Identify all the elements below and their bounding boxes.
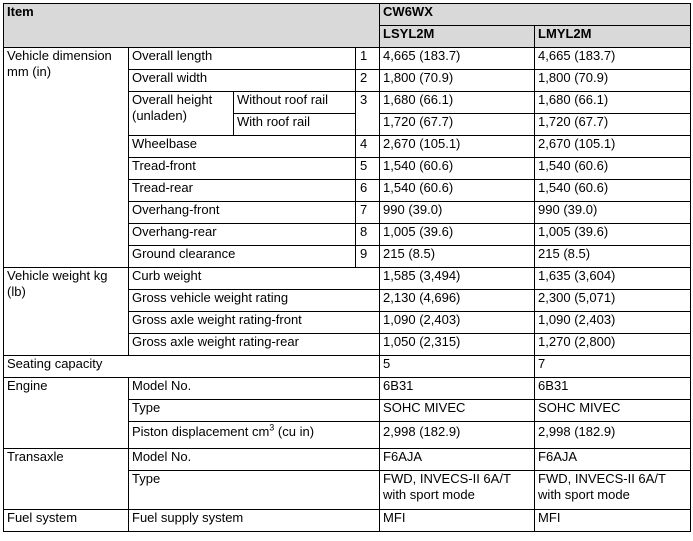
value-b: 2,300 (5,071): [535, 290, 691, 312]
value-b: 215 (8.5): [535, 246, 691, 268]
ref-number: 5: [356, 158, 380, 180]
label-without-roof-rail: Without roof rail: [234, 92, 356, 114]
value-b: FWD, INVECS-II 6A/T with sport mode: [535, 471, 691, 510]
ref-number: 3: [356, 92, 380, 136]
value-b: 2,998 (182.9): [535, 422, 691, 449]
label-with-roof-rail: With roof rail: [234, 114, 356, 136]
value-b: 6B31: [535, 378, 691, 400]
value-b: 4,665 (183.7): [535, 48, 691, 70]
label-transaxle-type: Type: [129, 471, 380, 510]
value-b: MFI: [535, 510, 691, 532]
value-a: MFI: [380, 510, 535, 532]
value-a: 2,998 (182.9): [380, 422, 535, 449]
table-row: [4, 48, 691, 70]
value-b: 1,800 (70.9): [535, 70, 691, 92]
label-tread-front: Tread-front: [129, 158, 356, 180]
group-fuel-system: Fuel system: [4, 510, 129, 532]
ref-number: 1: [356, 48, 380, 70]
header-model-code: CW6WX: [380, 4, 691, 26]
label-tread-rear: Tread-rear: [129, 180, 356, 202]
group-transaxle: Transaxle: [4, 449, 129, 510]
label-overhang-rear: Overhang-rear: [129, 224, 356, 246]
ref-number: 8: [356, 224, 380, 246]
group-engine: Engine: [4, 378, 129, 449]
value-b: 2,670 (105.1): [535, 136, 691, 158]
value-b: 1,270 (2,800): [535, 334, 691, 356]
value-b: F6AJA: [535, 449, 691, 471]
value-b: 1,720 (67.7): [535, 114, 691, 136]
value-a: 1,005 (39.6): [380, 224, 535, 246]
label-engine-model-no: Model No.: [129, 378, 380, 400]
table-row: [4, 268, 691, 290]
label-curb-weight: Curb weight: [129, 268, 380, 290]
header-row-1: [4, 4, 691, 26]
value-a: 6B31: [380, 378, 535, 400]
table-row: [4, 449, 691, 471]
label-overhang-front: Overhang-front: [129, 202, 356, 224]
value-a: 1,800 (70.9): [380, 70, 535, 92]
value-b: SOHC MIVEC: [535, 400, 691, 422]
ref-number: 6: [356, 180, 380, 202]
label-seating-capacity: Seating capacity: [4, 356, 380, 378]
value-b: 1,090 (2,403): [535, 312, 691, 334]
label-overall-height: Overall height (unladen): [129, 92, 234, 136]
ref-number: 7: [356, 202, 380, 224]
label-gawr-front: Gross axle weight rating-front: [129, 312, 380, 334]
piston-displacement-unit: (cu in): [274, 424, 315, 439]
label-piston-displacement: [129, 422, 380, 449]
value-a: 1,720 (67.7): [380, 114, 535, 136]
table-row: [4, 378, 691, 400]
label-wheelbase: Wheelbase: [129, 136, 356, 158]
piston-displacement-superscript: 3: [269, 422, 275, 433]
value-a: 1,585 (3,494): [380, 268, 535, 290]
label-transaxle-model-no: Model No.: [129, 449, 380, 471]
value-a: SOHC MIVEC: [380, 400, 535, 422]
header-item: Item: [4, 4, 380, 48]
value-a: F6AJA: [380, 449, 535, 471]
value-a: 1,680 (66.1): [380, 92, 535, 114]
piston-displacement-text: Piston displacement cm: [132, 424, 270, 439]
value-a: 5: [380, 356, 535, 378]
ref-number: 9: [356, 246, 380, 268]
value-a: 1,090 (2,403): [380, 312, 535, 334]
value-a: 2,670 (105.1): [380, 136, 535, 158]
ref-number: 4: [356, 136, 380, 158]
specifications-table: [3, 3, 691, 532]
value-b: 1,635 (3,604): [535, 268, 691, 290]
header-col-b: LMYL2M: [535, 26, 691, 48]
value-a: 215 (8.5): [380, 246, 535, 268]
value-b: 1,005 (39.6): [535, 224, 691, 246]
table-row: [4, 510, 691, 532]
ref-number: 2: [356, 70, 380, 92]
value-b: 990 (39.0): [535, 202, 691, 224]
label-fuel-supply-system: Fuel supply system: [129, 510, 380, 532]
value-b: 7: [535, 356, 691, 378]
label-overall-width: Overall width: [129, 70, 356, 92]
group-vehicle-weight: Vehicle weight kg (lb): [4, 268, 129, 356]
value-a: 1,050 (2,315): [380, 334, 535, 356]
label-gawr-rear: Gross axle weight rating-rear: [129, 334, 380, 356]
label-gvwr: Gross vehicle weight rating: [129, 290, 380, 312]
label-engine-type: Type: [129, 400, 380, 422]
value-a: 1,540 (60.6): [380, 180, 535, 202]
value-b: 1,540 (60.6): [535, 158, 691, 180]
value-a: FWD, INVECS-II 6A/T with sport mode: [380, 471, 535, 510]
group-vehicle-dimension: Vehicle dimension mm (in): [4, 48, 129, 268]
value-a: 1,540 (60.6): [380, 158, 535, 180]
label-overall-length: Overall length: [129, 48, 356, 70]
table-row: [4, 356, 691, 378]
header-col-a: LSYL2M: [380, 26, 535, 48]
label-ground-clearance: Ground clearance: [129, 246, 356, 268]
value-a: 990 (39.0): [380, 202, 535, 224]
value-a: 4,665 (183.7): [380, 48, 535, 70]
value-b: 1,540 (60.6): [535, 180, 691, 202]
value-b: 1,680 (66.1): [535, 92, 691, 114]
value-a: 2,130 (4,696): [380, 290, 535, 312]
